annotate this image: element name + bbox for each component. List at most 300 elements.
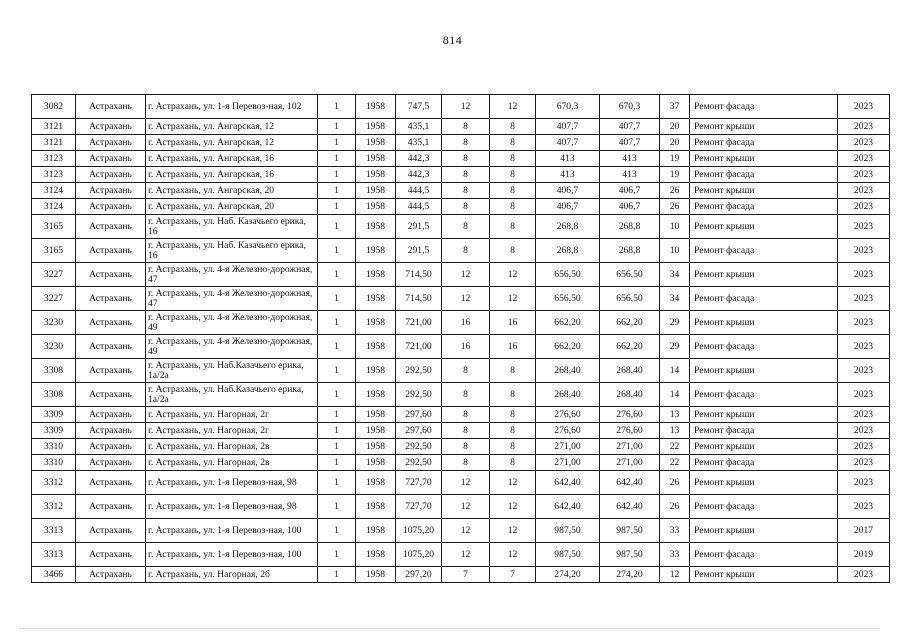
cell-value-e: 33 <box>660 519 690 543</box>
cell-plan-year: 2023 <box>838 359 890 383</box>
cell-value-e: 19 <box>660 167 690 183</box>
cell-build-year: 1958 <box>356 567 396 583</box>
cell-value-e: 26 <box>660 199 690 215</box>
repair-schedule-table <box>31 94 890 583</box>
cell-value-b: 16 <box>490 311 536 335</box>
cell-work-type: Ремонт крыши <box>690 567 838 583</box>
cell-value-c: 268,40 <box>536 359 600 383</box>
cell-build-year: 1958 <box>356 119 396 135</box>
cell-record-id: 3308 <box>32 383 76 407</box>
cell-floors: 1 <box>318 407 356 423</box>
cell-build-year: 1958 <box>356 151 396 167</box>
cell-value-a: 8 <box>442 119 490 135</box>
cell-build-year: 1958 <box>356 167 396 183</box>
cell-city: Астрахань <box>76 199 146 215</box>
cell-total-area: 297,60 <box>396 423 442 439</box>
cell-floors: 1 <box>318 263 356 287</box>
cell-record-id: 3121 <box>32 119 76 135</box>
cell-value-b: 8 <box>490 359 536 383</box>
cell-value-b: 8 <box>490 455 536 471</box>
cell-value-c: 662,20 <box>536 311 600 335</box>
cell-plan-year: 2023 <box>838 455 890 471</box>
cell-record-id: 3165 <box>32 215 76 239</box>
cell-value-e: 22 <box>660 439 690 455</box>
cell-build-year: 1958 <box>356 519 396 543</box>
cell-value-e: 29 <box>660 335 690 359</box>
cell-address: г. Астрахань, ул. Нагорная, 2в <box>146 439 318 455</box>
cell-plan-year: 2023 <box>838 95 890 119</box>
cell-build-year: 1958 <box>356 495 396 519</box>
cell-build-year: 1958 <box>356 455 396 471</box>
table-row <box>32 543 890 567</box>
cell-value-a: 8 <box>442 239 490 263</box>
cell-total-area: 297,60 <box>396 407 442 423</box>
cell-value-a: 12 <box>442 471 490 495</box>
cell-build-year: 1958 <box>356 263 396 287</box>
cell-value-a: 8 <box>442 359 490 383</box>
cell-plan-year: 2023 <box>838 383 890 407</box>
cell-build-year: 1958 <box>356 359 396 383</box>
cell-floors: 1 <box>318 239 356 263</box>
cell-value-e: 26 <box>660 495 690 519</box>
cell-work-type: Ремонт фасада <box>690 455 838 471</box>
cell-city: Астрахань <box>76 95 146 119</box>
cell-value-d: 413 <box>600 167 660 183</box>
cell-value-a: 8 <box>442 383 490 407</box>
cell-total-area: 292,50 <box>396 383 442 407</box>
cell-build-year: 1958 <box>356 199 396 215</box>
cell-value-d: 274,20 <box>600 567 660 583</box>
table-row <box>32 287 890 311</box>
cell-work-type: Ремонт крыши <box>690 359 838 383</box>
cell-value-a: 8 <box>442 135 490 151</box>
cell-address: г. Астрахань, ул. 4-я Железно-дорожная, 49 <box>146 335 318 359</box>
cell-value-e: 33 <box>660 543 690 567</box>
cell-value-a: 12 <box>442 495 490 519</box>
cell-value-b: 12 <box>490 495 536 519</box>
cell-plan-year: 2023 <box>838 471 890 495</box>
cell-value-b: 8 <box>490 215 536 239</box>
cell-floors: 1 <box>318 495 356 519</box>
cell-total-area: 444,5 <box>396 199 442 215</box>
cell-record-id: 3309 <box>32 407 76 423</box>
cell-city: Астрахань <box>76 215 146 239</box>
cell-value-c: 268,40 <box>536 383 600 407</box>
cell-city: Астрахань <box>76 359 146 383</box>
cell-value-c: 413 <box>536 151 600 167</box>
cell-build-year: 1958 <box>356 335 396 359</box>
cell-city: Астрахань <box>76 239 146 263</box>
cell-value-b: 12 <box>490 263 536 287</box>
table-row <box>32 455 890 471</box>
cell-record-id: 3313 <box>32 519 76 543</box>
cell-total-area: 714,50 <box>396 263 442 287</box>
cell-floors: 1 <box>318 335 356 359</box>
cell-address: г. Астрахань, ул. Ангарская, 20 <box>146 183 318 199</box>
cell-value-b: 12 <box>490 471 536 495</box>
cell-value-c: 407,7 <box>536 135 600 151</box>
cell-value-c: 656,50 <box>536 287 600 311</box>
cell-record-id: 3466 <box>32 567 76 583</box>
cell-value-d: 656,50 <box>600 263 660 287</box>
cell-total-area: 727,70 <box>396 471 442 495</box>
cell-value-d: 268,40 <box>600 383 660 407</box>
cell-value-d: 662,20 <box>600 335 660 359</box>
cell-city: Астрахань <box>76 311 146 335</box>
cell-floors: 1 <box>318 383 356 407</box>
cell-plan-year: 2023 <box>838 183 890 199</box>
cell-value-e: 37 <box>660 95 690 119</box>
cell-address: г. Астрахань, ул. 1-я Перевоз-ная, 100 <box>146 543 318 567</box>
cell-total-area: 435,1 <box>396 119 442 135</box>
cell-value-b: 8 <box>490 167 536 183</box>
cell-build-year: 1958 <box>356 423 396 439</box>
cell-value-a: 8 <box>442 215 490 239</box>
cell-value-e: 19 <box>660 151 690 167</box>
cell-record-id: 3312 <box>32 471 76 495</box>
cell-record-id: 3082 <box>32 95 76 119</box>
cell-record-id: 3123 <box>32 167 76 183</box>
page-number: 814 <box>442 33 463 47</box>
cell-plan-year: 2023 <box>838 335 890 359</box>
cell-build-year: 1958 <box>356 183 396 199</box>
cell-address: г. Астрахань, ул. Нагорная, 2г <box>146 423 318 439</box>
cell-build-year: 1958 <box>356 95 396 119</box>
cell-value-c: 656,50 <box>536 263 600 287</box>
cell-value-c: 413 <box>536 167 600 183</box>
cell-plan-year: 2023 <box>838 151 890 167</box>
cell-plan-year: 2023 <box>838 439 890 455</box>
cell-value-d: 406,7 <box>600 183 660 199</box>
cell-city: Астрахань <box>76 439 146 455</box>
cell-record-id: 3121 <box>32 135 76 151</box>
cell-floors: 1 <box>318 519 356 543</box>
cell-plan-year: 2023 <box>838 311 890 335</box>
cell-city: Астрахань <box>76 455 146 471</box>
cell-floors: 1 <box>318 151 356 167</box>
cell-build-year: 1958 <box>356 215 396 239</box>
cell-plan-year: 2023 <box>838 135 890 151</box>
cell-value-e: 22 <box>660 455 690 471</box>
cell-value-a: 12 <box>442 519 490 543</box>
cell-value-e: 29 <box>660 311 690 335</box>
cell-value-d: 268,40 <box>600 359 660 383</box>
cell-floors: 1 <box>318 543 356 567</box>
cell-value-b: 8 <box>490 239 536 263</box>
cell-plan-year: 2023 <box>838 567 890 583</box>
table-row <box>32 215 890 239</box>
cell-build-year: 1958 <box>356 287 396 311</box>
cell-plan-year: 2023 <box>838 423 890 439</box>
cell-build-year: 1958 <box>356 383 396 407</box>
cell-plan-year: 2017 <box>838 519 890 543</box>
cell-value-c: 642,40 <box>536 471 600 495</box>
cell-work-type: Ремонт крыши <box>690 151 838 167</box>
cell-total-area: 292,50 <box>396 455 442 471</box>
cell-value-c: 670,3 <box>536 95 600 119</box>
cell-work-type: Ремонт крыши <box>690 407 838 423</box>
cell-value-b: 7 <box>490 567 536 583</box>
cell-total-area: 721,00 <box>396 335 442 359</box>
cell-city: Астрахань <box>76 335 146 359</box>
cell-record-id: 3230 <box>32 311 76 335</box>
cell-work-type: Ремонт крыши <box>690 215 838 239</box>
table-row <box>32 423 890 439</box>
cell-address: г. Астрахань, ул. Наб. Казачьего ерика, 16 <box>146 215 318 239</box>
cell-value-c: 271,00 <box>536 455 600 471</box>
cell-value-c: 642,40 <box>536 495 600 519</box>
cell-work-type: Ремонт фасада <box>690 423 838 439</box>
cell-city: Астрахань <box>76 119 146 135</box>
cell-floors: 1 <box>318 199 356 215</box>
cell-address: г. Астрахань, ул. Нагорная, 2г <box>146 407 318 423</box>
cell-total-area: 297,20 <box>396 567 442 583</box>
cell-floors: 1 <box>318 455 356 471</box>
cell-city: Астрахань <box>76 151 146 167</box>
cell-city: Астрахань <box>76 135 146 151</box>
cell-address: г. Астрахань, ул. 4-я Железно-дорожная, 47 <box>146 263 318 287</box>
cell-value-d: 413 <box>600 151 660 167</box>
cell-record-id: 3123 <box>32 151 76 167</box>
scan-edge-marks <box>20 628 880 635</box>
cell-floors: 1 <box>318 215 356 239</box>
cell-city: Астрахань <box>76 543 146 567</box>
cell-work-type: Ремонт крыши <box>690 471 838 495</box>
cell-city: Астрахань <box>76 495 146 519</box>
cell-build-year: 1958 <box>356 439 396 455</box>
cell-floors: 1 <box>318 183 356 199</box>
cell-record-id: 3310 <box>32 455 76 471</box>
cell-floors: 1 <box>318 359 356 383</box>
cell-value-a: 12 <box>442 95 490 119</box>
cell-value-e: 14 <box>660 383 690 407</box>
cell-work-type: Ремонт фасада <box>690 239 838 263</box>
cell-work-type: Ремонт крыши <box>690 439 838 455</box>
cell-plan-year: 2023 <box>838 199 890 215</box>
cell-city: Астрахань <box>76 567 146 583</box>
cell-value-d: 276,60 <box>600 423 660 439</box>
cell-address: г. Астрахань, ул. 1-я Перевоз-ная, 100 <box>146 519 318 543</box>
cell-total-area: 291,5 <box>396 215 442 239</box>
document-sheet <box>31 94 889 583</box>
cell-record-id: 3309 <box>32 423 76 439</box>
cell-value-e: 13 <box>660 407 690 423</box>
cell-value-a: 12 <box>442 287 490 311</box>
cell-record-id: 3313 <box>32 543 76 567</box>
cell-floors: 1 <box>318 287 356 311</box>
cell-value-c: 271,00 <box>536 439 600 455</box>
cell-value-b: 8 <box>490 439 536 455</box>
cell-city: Астрахань <box>76 471 146 495</box>
cell-build-year: 1958 <box>356 471 396 495</box>
cell-address: г. Астрахань, ул. Ангарская, 12 <box>146 119 318 135</box>
cell-work-type: Ремонт крыши <box>690 183 838 199</box>
cell-total-area: 1075,20 <box>396 543 442 567</box>
cell-value-d: 662,20 <box>600 311 660 335</box>
cell-value-e: 26 <box>660 183 690 199</box>
cell-value-d: 987,50 <box>600 543 660 567</box>
cell-value-b: 8 <box>490 151 536 167</box>
cell-build-year: 1958 <box>356 135 396 151</box>
cell-total-area: 747,5 <box>396 95 442 119</box>
cell-value-d: 268,8 <box>600 215 660 239</box>
cell-value-d: 407,7 <box>600 135 660 151</box>
cell-floors: 1 <box>318 167 356 183</box>
cell-work-type: Ремонт фасада <box>690 335 838 359</box>
cell-work-type: Ремонт фасада <box>690 135 838 151</box>
cell-value-e: 20 <box>660 119 690 135</box>
cell-address: г. Астрахань, ул. Ангарская, 16 <box>146 151 318 167</box>
cell-value-b: 12 <box>490 543 536 567</box>
table-row <box>32 567 890 583</box>
cell-value-d: 642,40 <box>600 471 660 495</box>
cell-value-d: 276,60 <box>600 407 660 423</box>
table-row <box>32 407 890 423</box>
cell-city: Астрахань <box>76 167 146 183</box>
cell-plan-year: 2023 <box>838 239 890 263</box>
cell-address: г. Астрахань, ул. Ангарская, 16 <box>146 167 318 183</box>
cell-plan-year: 2023 <box>838 119 890 135</box>
cell-work-type: Ремонт фасада <box>690 167 838 183</box>
cell-value-d: 271,00 <box>600 439 660 455</box>
table-row <box>32 439 890 455</box>
cell-address: г. Астрахань, ул. Ангарская, 20 <box>146 199 318 215</box>
cell-value-e: 10 <box>660 239 690 263</box>
cell-floors: 1 <box>318 439 356 455</box>
cell-value-e: 14 <box>660 359 690 383</box>
cell-record-id: 3124 <box>32 183 76 199</box>
cell-value-d: 407,7 <box>600 119 660 135</box>
cell-value-d: 642,40 <box>600 495 660 519</box>
cell-total-area: 721,00 <box>396 311 442 335</box>
cell-value-b: 8 <box>490 135 536 151</box>
cell-value-b: 12 <box>490 287 536 311</box>
cell-record-id: 3312 <box>32 495 76 519</box>
cell-floors: 1 <box>318 135 356 151</box>
cell-value-a: 8 <box>442 423 490 439</box>
cell-address: г. Астрахань, ул. Наб.Казачьего ерика, 1а/2а <box>146 383 318 407</box>
cell-value-e: 12 <box>660 567 690 583</box>
cell-address: г. Астрахань, ул. 1-я Перевоз-ная, 98 <box>146 495 318 519</box>
cell-plan-year: 2023 <box>838 263 890 287</box>
cell-record-id: 3310 <box>32 439 76 455</box>
cell-work-type: Ремонт фасада <box>690 95 838 119</box>
cell-value-a: 16 <box>442 335 490 359</box>
table-row <box>32 495 890 519</box>
table-row <box>32 311 890 335</box>
cell-value-c: 274,20 <box>536 567 600 583</box>
cell-address: г. Астрахань, ул. 4-я Железно-дорожная, 49 <box>146 311 318 335</box>
cell-value-a: 8 <box>442 455 490 471</box>
cell-value-c: 276,60 <box>536 423 600 439</box>
cell-city: Астрахань <box>76 423 146 439</box>
cell-value-c: 407,7 <box>536 119 600 135</box>
cell-total-area: 714,50 <box>396 287 442 311</box>
cell-value-e: 10 <box>660 215 690 239</box>
cell-value-d: 271,00 <box>600 455 660 471</box>
cell-value-b: 8 <box>490 383 536 407</box>
table-row <box>32 519 890 543</box>
cell-plan-year: 2023 <box>838 215 890 239</box>
cell-city: Астрахань <box>76 383 146 407</box>
cell-plan-year: 2023 <box>838 167 890 183</box>
cell-value-b: 8 <box>490 183 536 199</box>
table-row <box>32 239 890 263</box>
cell-floors: 1 <box>318 95 356 119</box>
cell-value-d: 987,50 <box>600 519 660 543</box>
cell-build-year: 1958 <box>356 543 396 567</box>
cell-total-area: 444,5 <box>396 183 442 199</box>
cell-address: г. Астрахань, ул. Наб. Казачьего ерика, 16 <box>146 239 318 263</box>
cell-plan-year: 2019 <box>838 543 890 567</box>
cell-record-id: 3230 <box>32 335 76 359</box>
cell-value-b: 12 <box>490 95 536 119</box>
cell-build-year: 1958 <box>356 407 396 423</box>
cell-address: г. Астрахань, ул. Нагорная, 2в <box>146 455 318 471</box>
cell-plan-year: 2023 <box>838 495 890 519</box>
table-row <box>32 167 890 183</box>
cell-city: Астрахань <box>76 183 146 199</box>
cell-plan-year: 2023 <box>838 287 890 311</box>
cell-total-area: 442,3 <box>396 151 442 167</box>
cell-value-c: 987,50 <box>536 519 600 543</box>
table-row <box>32 199 890 215</box>
cell-plan-year: 2023 <box>838 407 890 423</box>
cell-value-c: 276,60 <box>536 407 600 423</box>
cell-value-c: 987,50 <box>536 543 600 567</box>
cell-value-c: 268,8 <box>536 215 600 239</box>
cell-value-a: 12 <box>442 263 490 287</box>
cell-value-c: 662,20 <box>536 335 600 359</box>
cell-floors: 1 <box>318 567 356 583</box>
cell-record-id: 3308 <box>32 359 76 383</box>
cell-city: Астрахань <box>76 287 146 311</box>
cell-work-type: Ремонт крыши <box>690 119 838 135</box>
cell-total-area: 1075,20 <box>396 519 442 543</box>
cell-total-area: 435,1 <box>396 135 442 151</box>
cell-value-c: 406,7 <box>536 183 600 199</box>
cell-value-c: 406,7 <box>536 199 600 215</box>
cell-floors: 1 <box>318 311 356 335</box>
table-row <box>32 263 890 287</box>
cell-value-a: 16 <box>442 311 490 335</box>
cell-value-c: 268,8 <box>536 239 600 263</box>
cell-city: Астрахань <box>76 407 146 423</box>
cell-total-area: 291,5 <box>396 239 442 263</box>
cell-work-type: Ремонт фасада <box>690 199 838 215</box>
cell-address: г. Астрахань, ул. Нагорная, 2б <box>146 567 318 583</box>
cell-work-type: Ремонт крыши <box>690 519 838 543</box>
cell-value-a: 7 <box>442 567 490 583</box>
cell-value-b: 8 <box>490 423 536 439</box>
cell-record-id: 3227 <box>32 263 76 287</box>
cell-city: Астрахань <box>76 519 146 543</box>
cell-floors: 1 <box>318 471 356 495</box>
table-row <box>32 151 890 167</box>
cell-value-b: 12 <box>490 519 536 543</box>
cell-value-e: 34 <box>660 263 690 287</box>
table-row <box>32 359 890 383</box>
cell-value-a: 8 <box>442 183 490 199</box>
table-row <box>32 471 890 495</box>
cell-value-e: 26 <box>660 471 690 495</box>
cell-total-area: 292,50 <box>396 359 442 383</box>
cell-value-a: 12 <box>442 543 490 567</box>
table-row <box>32 383 890 407</box>
cell-address: г. Астрахань, ул. 1-я Перевоз-ная, 98 <box>146 471 318 495</box>
cell-value-a: 8 <box>442 199 490 215</box>
cell-value-b: 8 <box>490 407 536 423</box>
